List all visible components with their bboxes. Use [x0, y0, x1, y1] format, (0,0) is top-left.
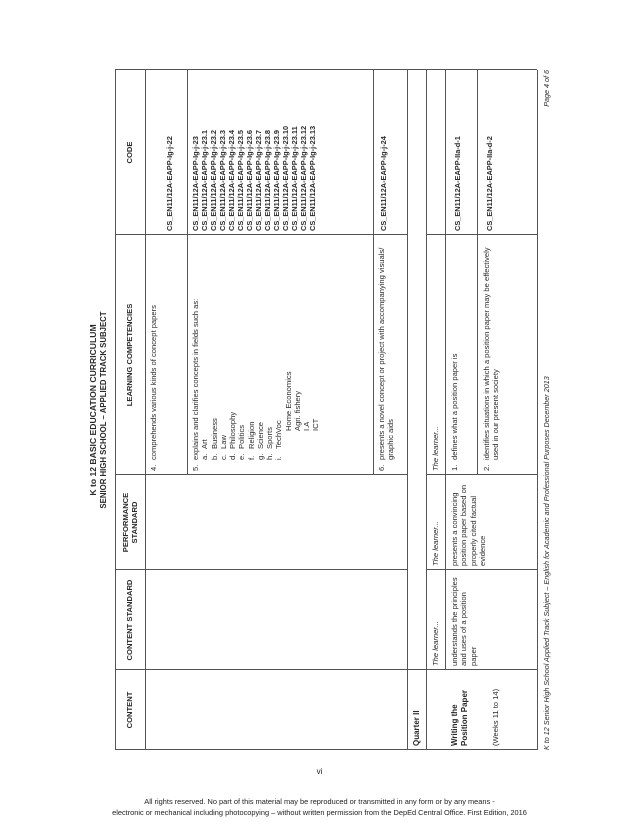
learner-label-content-standard: The learner...: [431, 621, 440, 666]
code-entry: CS_EN11/12A-EAPP-Ig-j-23.4: [227, 129, 237, 231]
code-entry: CS_EN11/12A-EAPP-Ig-j-23.12: [299, 125, 309, 231]
header-code: CODE: [125, 141, 135, 164]
code-entry: CS_EN11/12A-EAPP-Ig-j-23: [191, 136, 200, 231]
code-entry: CS_EN11/12A-EAPP-Ig-j-23.9: [272, 129, 282, 231]
competency-4: [147, 235, 187, 475]
curriculum-subtitle: SENIOR HIGH SCHOOL – APPLIED TRACK SUBJECT: [99, 311, 108, 509]
code-entry: CS_EN11/12A-EAPP-Ig-j-23.8: [263, 129, 273, 231]
code-entry: CS_EN11/12A-EAPP-Ig-j-23.2: [209, 129, 219, 231]
competency-6: [375, 235, 407, 475]
code-entry: CS_EN11/12A-EAPP-Ig-j-23.10: [281, 125, 291, 231]
competency-ii-1-number: 1.: [450, 464, 459, 471]
code-entry: CS_EN11/12A-EAPP-Ig-j-23.6: [245, 129, 255, 231]
field-label: Politics: [237, 424, 247, 449]
field-letter: f.: [246, 455, 256, 460]
curriculum-table: [115, 70, 537, 750]
position-paper-weeks: (Weeks 11 to 14): [491, 688, 500, 746]
field-item: [256, 239, 265, 471]
learner-label-competencies: The learner...: [431, 426, 440, 471]
learner-label-performance-standard: The learner...: [431, 521, 440, 566]
competency-4-number: 4.: [149, 464, 158, 471]
field-letter: a.: [200, 453, 210, 460]
field-label: Sports: [265, 427, 274, 449]
header-content-standard: CONTENT STANDARD: [125, 579, 135, 661]
field-label: Philosophy: [228, 411, 237, 449]
rotated-curriculum-page: [85, 60, 565, 760]
field-item: [200, 239, 209, 471]
col-divider-2a: [115, 569, 407, 570]
field-item: [274, 239, 283, 471]
code-24: CS_EN11/12A-EAPP-Ig-j-24: [379, 136, 388, 231]
competency-5: [189, 235, 373, 475]
code-entry: CS_EN11/12A-EAPP-Ig-j-23.1: [200, 129, 210, 231]
field-label: Business: [209, 418, 219, 449]
document-page-indicator: Page 4 of 6: [542, 70, 551, 107]
field-item: [247, 239, 256, 471]
header-content: CONTENT: [125, 691, 135, 729]
competency-ii-2: [480, 235, 520, 475]
field-label: Religion: [246, 421, 256, 449]
code-iia-d-2: CS_EN11/12A-EAPP-IIa-d-2: [485, 136, 494, 231]
row-divider-quarter-bottom: [426, 70, 427, 750]
curriculum-title: K to 12 BASIC EDUCATION CURRICULUM: [88, 324, 98, 496]
row-divider-5-6: [373, 70, 374, 475]
row-divider-learner: [445, 70, 446, 670]
competency-ii-2-text: identifies situations in which a position paper may be effectively used in our present society: [482, 247, 501, 460]
field-item: [237, 239, 246, 471]
techvoc-subitem: ICT: [311, 418, 321, 431]
page-number: vi: [316, 767, 323, 776]
field-letter: i.: [274, 456, 284, 460]
field-item: [265, 239, 274, 471]
rotated-content: [85, 60, 565, 760]
code-iia-d-1: CS_EN11/12A-EAPP-IIa-d-1: [453, 136, 462, 231]
field-item: [210, 239, 219, 471]
field-label: Art: [200, 439, 210, 449]
row-divider-comp-1-2: [477, 70, 478, 475]
document-footer: K to 12 Senior High School Applied Track Subject – English for Academic and Professional Purposes December 2013: [542, 376, 551, 750]
header-learning-competencies: LEARNING COMPETENCIES: [125, 303, 135, 407]
field-label: TechVoc: [274, 420, 284, 449]
row-divider-quarter-top: [407, 70, 408, 750]
field-label: Law: [218, 435, 228, 449]
row-divider-4-5: [187, 70, 188, 475]
competency-ii-2-number: 2.: [482, 464, 491, 471]
position-paper-performance-standard: presents a convincing position paper based on properly cited factual evidence: [450, 484, 487, 566]
code-entry: CS_EN11/12A-EAPP-Ig-j-23.13: [308, 125, 318, 231]
code-entry: CS_EN11/12A-EAPP-Ig-j-23.3: [218, 129, 228, 231]
field-letter: h.: [265, 453, 274, 460]
code-22: CS_EN11/12A-EAPP-Ig-j-22: [165, 136, 174, 231]
header-row-divider: [145, 70, 146, 750]
field-label: Science: [255, 421, 265, 449]
techvoc-subitem: I.A: [302, 421, 311, 431]
field-letter: e.: [237, 453, 247, 460]
competency-ii-1: [448, 235, 476, 475]
position-paper-title: Writing the Position Paper: [450, 689, 469, 746]
copyright-notice: [0, 796, 639, 818]
table-border-bottom: [537, 70, 538, 750]
quarter-label: Quarter II: [412, 710, 421, 746]
competency-6-number: 6.: [377, 464, 386, 471]
copyright-line-2: electronic or mechanical including photocopying – without written permission from the DepEd Central Office. First Edition, 2016: [112, 808, 527, 818]
position-paper-content-standard: understands the principles and uses of a position paper: [450, 577, 478, 666]
field-item: [219, 239, 228, 471]
competency-5-number: 5.: [191, 464, 200, 471]
field-letter: g.: [255, 453, 265, 460]
header-performance-standard: PERFORMANCE STANDARD: [120, 492, 139, 553]
competency-ii-1-text: defines what a position paper is: [450, 353, 459, 460]
field-letter: c.: [218, 454, 228, 460]
code-entry: CS_EN11/12A-EAPP-Ig-j-23.5: [236, 129, 246, 231]
competency-4-text: comprehends various kinds of concept papers: [149, 305, 158, 460]
field-letter: d.: [228, 453, 237, 460]
code-entry: CS_EN11/12A-EAPP-Ig-j-23.7: [254, 129, 264, 231]
techvoc-subitem: Agri. fishery: [292, 390, 302, 431]
field-letter: b.: [209, 453, 219, 460]
competency-6-text: presents a novel concept or project with accompanying visuals/ graphic aids: [377, 247, 396, 460]
codes-23-list: [189, 70, 373, 235]
competency-5-text: explains and clarifies concepts in fields such as:: [191, 298, 200, 460]
code-entry: CS_EN11/12A-EAPP-Ig-j-23.11: [290, 126, 300, 231]
techvoc-subitem: Home Economics: [283, 371, 293, 431]
field-item: [228, 239, 237, 471]
copyright-line-1: All rights reserved. No part of this material may be reproduced or transmitted in any form or by any means -: [144, 797, 495, 806]
